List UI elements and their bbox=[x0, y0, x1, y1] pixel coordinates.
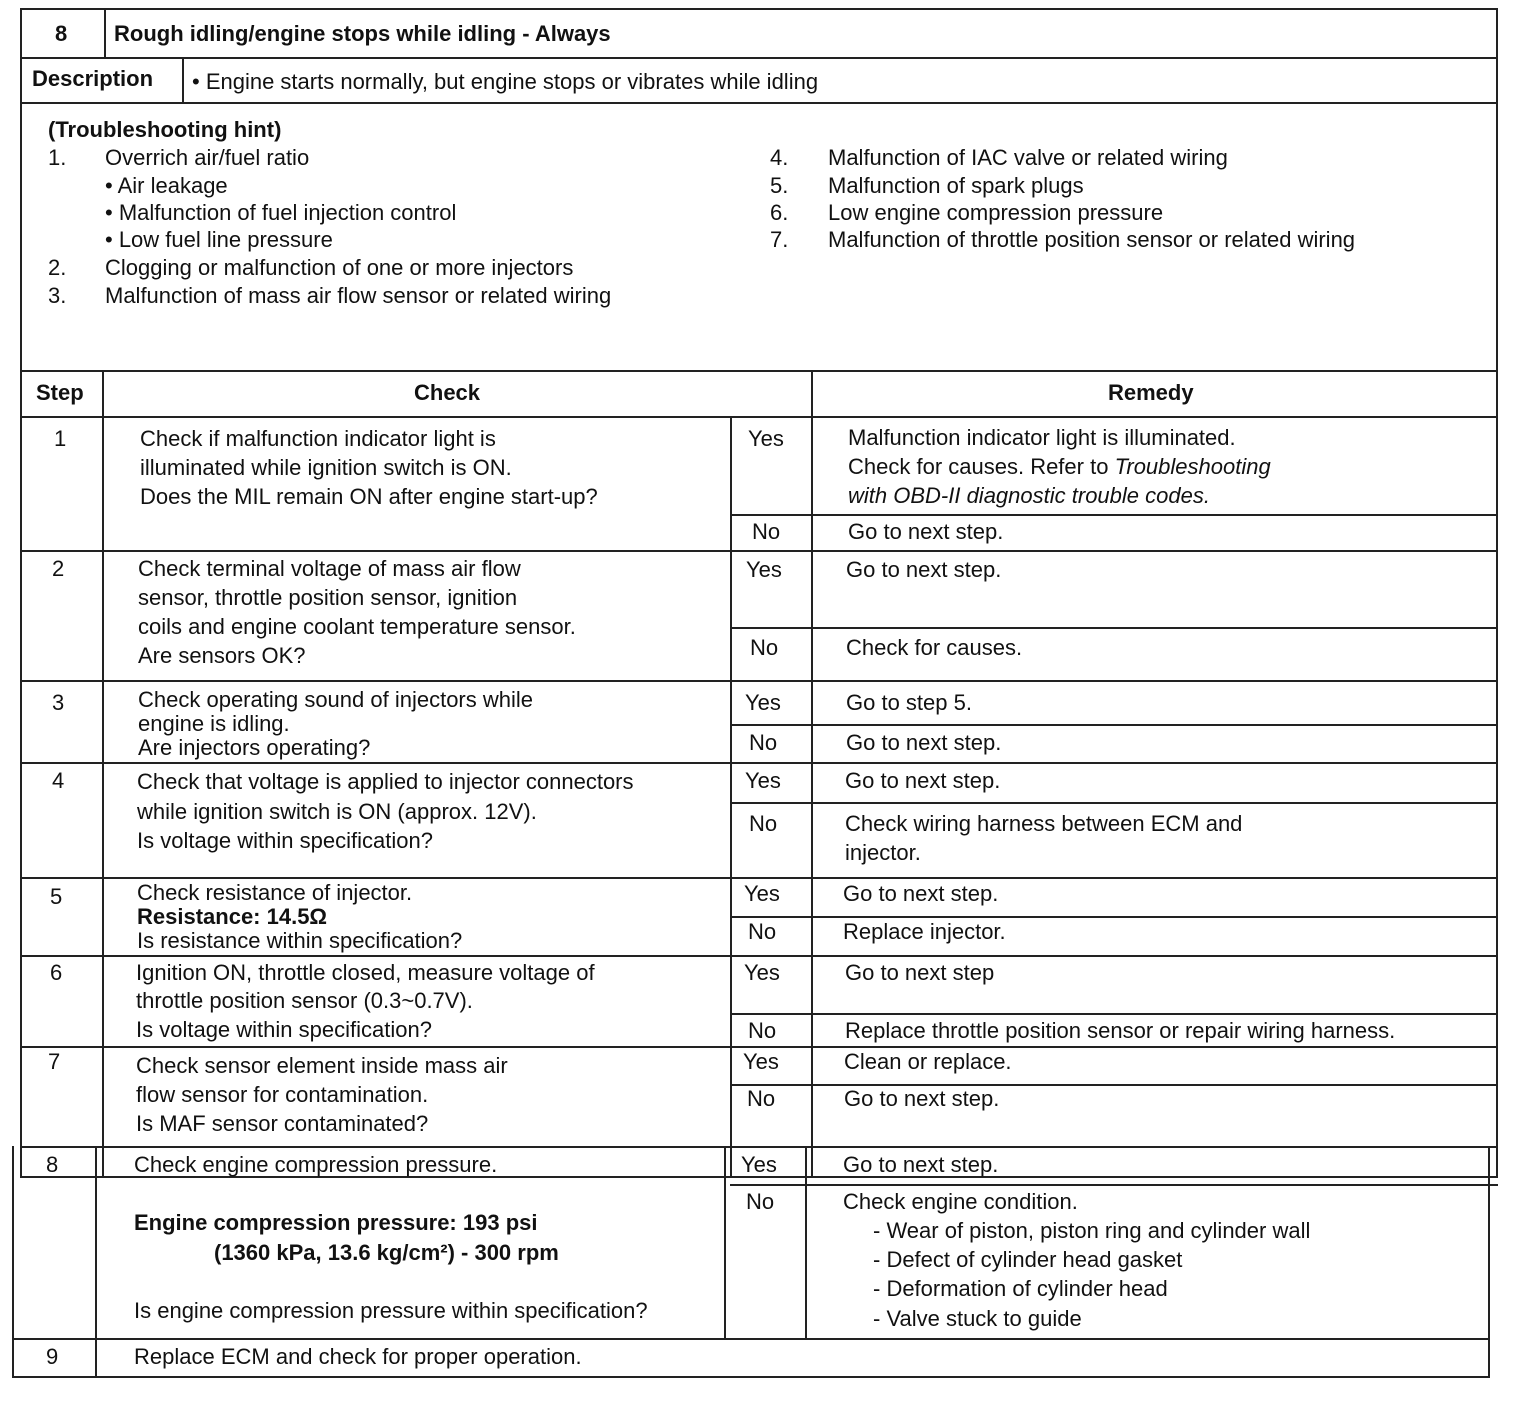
hint-subitem: • Air leakage bbox=[105, 173, 228, 198]
no-label: No bbox=[748, 919, 777, 944]
check-text: Is engine compression pressure within specification? bbox=[134, 1298, 648, 1323]
section-number: 8 bbox=[55, 21, 68, 46]
description-text: • Engine starts normally, but engine stops or vibrates while idling bbox=[192, 69, 819, 94]
hint-item: Malfunction of IAC valve or related wiring bbox=[828, 145, 1228, 170]
section-title: Rough idling/engine stops while idling - Always bbox=[114, 21, 611, 46]
hint-num: 1. bbox=[48, 145, 67, 170]
hint-item: Malfunction of spark plugs bbox=[828, 173, 1084, 198]
step-number: 2 bbox=[52, 556, 65, 581]
resistance-spec: Resistance: 14.5Ω bbox=[137, 904, 328, 929]
remedy-text: Go to next step. bbox=[845, 768, 1001, 793]
step-number: 8 bbox=[46, 1152, 59, 1177]
no-label: No bbox=[752, 519, 781, 544]
remedy-text: Check for causes. Refer to Troubleshooting bbox=[848, 454, 1271, 479]
check-text: Is MAF sensor contaminated? bbox=[136, 1111, 429, 1136]
yes-label: Yes bbox=[744, 881, 780, 906]
remedy-text: Go to next step. bbox=[846, 557, 1002, 582]
hint-num: 5. bbox=[770, 173, 789, 198]
check-text: Check engine compression pressure. bbox=[134, 1152, 498, 1177]
hint-subitem: • Malfunction of fuel injection control bbox=[105, 200, 457, 225]
description-label: Description bbox=[32, 66, 154, 91]
yes-label: Yes bbox=[744, 960, 780, 985]
hint-num: 2. bbox=[48, 255, 67, 280]
remedy-text: Replace throttle position sensor or repair wiring harness. bbox=[845, 1018, 1396, 1043]
no-label: No bbox=[749, 730, 778, 755]
remedy-text: Go to next step. bbox=[846, 730, 1002, 755]
remedy-text: - Valve stuck to guide bbox=[873, 1306, 1082, 1331]
hint-num: 6. bbox=[770, 200, 789, 225]
check-text: Check that voltage is applied to injector connectors bbox=[137, 769, 634, 794]
remedy-text: Go to next step. bbox=[843, 881, 999, 906]
remedy-text: Go to step 5. bbox=[846, 690, 972, 715]
step-number: 1 bbox=[54, 426, 67, 451]
table-header-step: Step bbox=[36, 380, 84, 405]
hint-item: Malfunction of mass air flow sensor or related wiring bbox=[105, 283, 612, 308]
hint-num: 7. bbox=[770, 227, 789, 252]
step-number: 6 bbox=[50, 960, 63, 985]
remedy-text: - Deformation of cylinder head bbox=[873, 1276, 1168, 1301]
remedy-text: Go to next step. bbox=[848, 519, 1004, 544]
no-label: No bbox=[750, 635, 779, 660]
table-header-remedy: Remedy bbox=[1108, 380, 1194, 405]
hint-item: Clogging or malfunction of one or more injectors bbox=[105, 255, 574, 280]
check-text: while ignition switch is ON (approx. 12V). bbox=[137, 799, 537, 824]
no-label: No bbox=[747, 1086, 776, 1111]
compression-spec: Engine compression pressure: 193 psi bbox=[134, 1210, 538, 1235]
check-text: throttle position sensor (0.3~0.7V). bbox=[136, 988, 473, 1013]
check-text: Check resistance of injector. bbox=[137, 880, 413, 905]
check-text: Does the MIL remain ON after engine start-up? bbox=[140, 484, 598, 509]
table-header-check: Check bbox=[414, 380, 481, 405]
yes-label: Yes bbox=[746, 557, 782, 582]
hint-subitem: • Low fuel line pressure bbox=[105, 227, 333, 252]
remedy-text: Check for causes. bbox=[846, 635, 1023, 660]
check-text: flow sensor for contamination. bbox=[136, 1082, 429, 1107]
hint-item: Low engine compression pressure bbox=[828, 200, 1164, 225]
hint-item: Overrich air/fuel ratio bbox=[105, 145, 310, 170]
yes-label: Yes bbox=[745, 690, 781, 715]
remedy-text: injector. bbox=[845, 840, 921, 865]
step-number: 7 bbox=[48, 1049, 61, 1074]
check-text: Replace ECM and check for proper operation. bbox=[134, 1344, 582, 1369]
check-text: coils and engine coolant temperature sensor. bbox=[138, 614, 576, 639]
no-label: No bbox=[749, 811, 778, 836]
check-text: Is voltage within specification? bbox=[137, 828, 433, 853]
check-text: Is resistance within specification? bbox=[137, 928, 463, 953]
check-text: illuminated while ignition switch is ON. bbox=[140, 455, 512, 480]
remedy-text: Malfunction indicator light is illuminated. bbox=[848, 425, 1236, 450]
hint-item: Malfunction of throttle position sensor or related wiring bbox=[828, 227, 1356, 252]
step-number: 3 bbox=[52, 690, 65, 715]
remedy-text: Replace injector. bbox=[843, 919, 1006, 944]
yes-label: Yes bbox=[741, 1152, 777, 1177]
step-number: 9 bbox=[46, 1344, 59, 1369]
remedy-text: Go to next step. bbox=[844, 1086, 1000, 1111]
check-text: Check terminal voltage of mass air flow bbox=[138, 556, 521, 581]
yes-label: Yes bbox=[748, 426, 784, 451]
remedy-text: - Wear of piston, piston ring and cylinder wall bbox=[873, 1218, 1311, 1243]
check-text: Check if malfunction indicator light is bbox=[140, 426, 496, 451]
remedy-text: Go to next step bbox=[845, 960, 995, 985]
check-text: engine is idling. bbox=[138, 711, 290, 736]
no-label: No bbox=[746, 1189, 775, 1214]
remedy-text: with OBD-II diagnostic trouble codes. bbox=[848, 483, 1210, 508]
remedy-text: Check engine condition. bbox=[843, 1189, 1078, 1214]
hint-heading: (Troubleshooting hint) bbox=[48, 117, 282, 142]
yes-label: Yes bbox=[743, 1049, 779, 1074]
compression-spec-units: (1360 kPa, 13.6 kg/cm²) - 300 rpm bbox=[214, 1240, 559, 1265]
yes-label: Yes bbox=[745, 768, 781, 793]
check-text: Check operating sound of injectors while bbox=[138, 687, 534, 712]
hint-num: 3. bbox=[48, 283, 67, 308]
check-text: Is voltage within specification? bbox=[136, 1017, 432, 1042]
step-number: 4 bbox=[52, 768, 65, 793]
check-text: Are sensors OK? bbox=[138, 643, 306, 668]
remedy-text: Clean or replace. bbox=[844, 1049, 1012, 1074]
check-text: Are injectors operating? bbox=[138, 735, 371, 760]
check-text: Check sensor element inside mass air bbox=[136, 1053, 508, 1078]
check-text: Ignition ON, throttle closed, measure voltage of bbox=[136, 960, 595, 985]
check-text: sensor, throttle position sensor, ignition bbox=[138, 585, 518, 610]
remedy-text: - Defect of cylinder head gasket bbox=[873, 1247, 1183, 1272]
remedy-text: Check wiring harness between ECM and bbox=[845, 811, 1243, 836]
step-number: 5 bbox=[50, 884, 63, 909]
no-label: No bbox=[748, 1018, 777, 1043]
hint-num: 4. bbox=[770, 145, 789, 170]
remedy-text: Go to next step. bbox=[843, 1152, 999, 1177]
